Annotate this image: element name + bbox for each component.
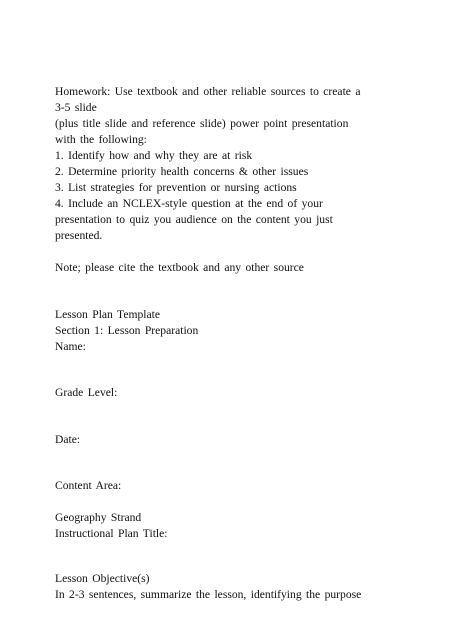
homework-line-1: Homework: Use textbook and other reliable sources to create a <box>55 85 361 98</box>
homework-line-5: 1. Identify how and why they are at risk <box>55 149 253 162</box>
plan-title-label: Instructional Plan Title: <box>55 527 168 540</box>
homework-line-3: (plus title slide and reference slide) power point presentation <box>55 117 349 130</box>
note-text: Note; please cite the textbook and any other source <box>55 261 304 274</box>
homework-line-7: 3. List strategies for prevention or nursing actions <box>55 181 297 194</box>
objectives-heading: Lesson Objective(s) <box>55 572 150 585</box>
homework-line-2: 3-5 slide <box>55 101 97 114</box>
homework-line-8: 4. Include an NCLEX-style question at the end of your <box>55 197 323 210</box>
section-heading: Section 1: Lesson Preparation <box>55 324 199 337</box>
homework-line-6: 2. Determine priority health concerns & other issues <box>55 165 309 178</box>
homework-line-10: presented. <box>55 229 103 242</box>
grade-level-label: Grade Level: <box>55 386 118 399</box>
homework-line-4: with the following: <box>55 133 147 146</box>
homework-line-9: presentation to quiz you audience on the content you just <box>55 213 333 226</box>
geography-strand: Geography Strand <box>55 511 142 524</box>
name-label: Name: <box>55 340 86 353</box>
date-label: Date: <box>55 433 81 446</box>
content-area-label: Content Area: <box>55 479 122 492</box>
objectives-text: In 2-3 sentences, summarize the lesson, identifying the purpose <box>55 588 362 601</box>
template-title: Lesson Plan Template <box>55 308 161 321</box>
